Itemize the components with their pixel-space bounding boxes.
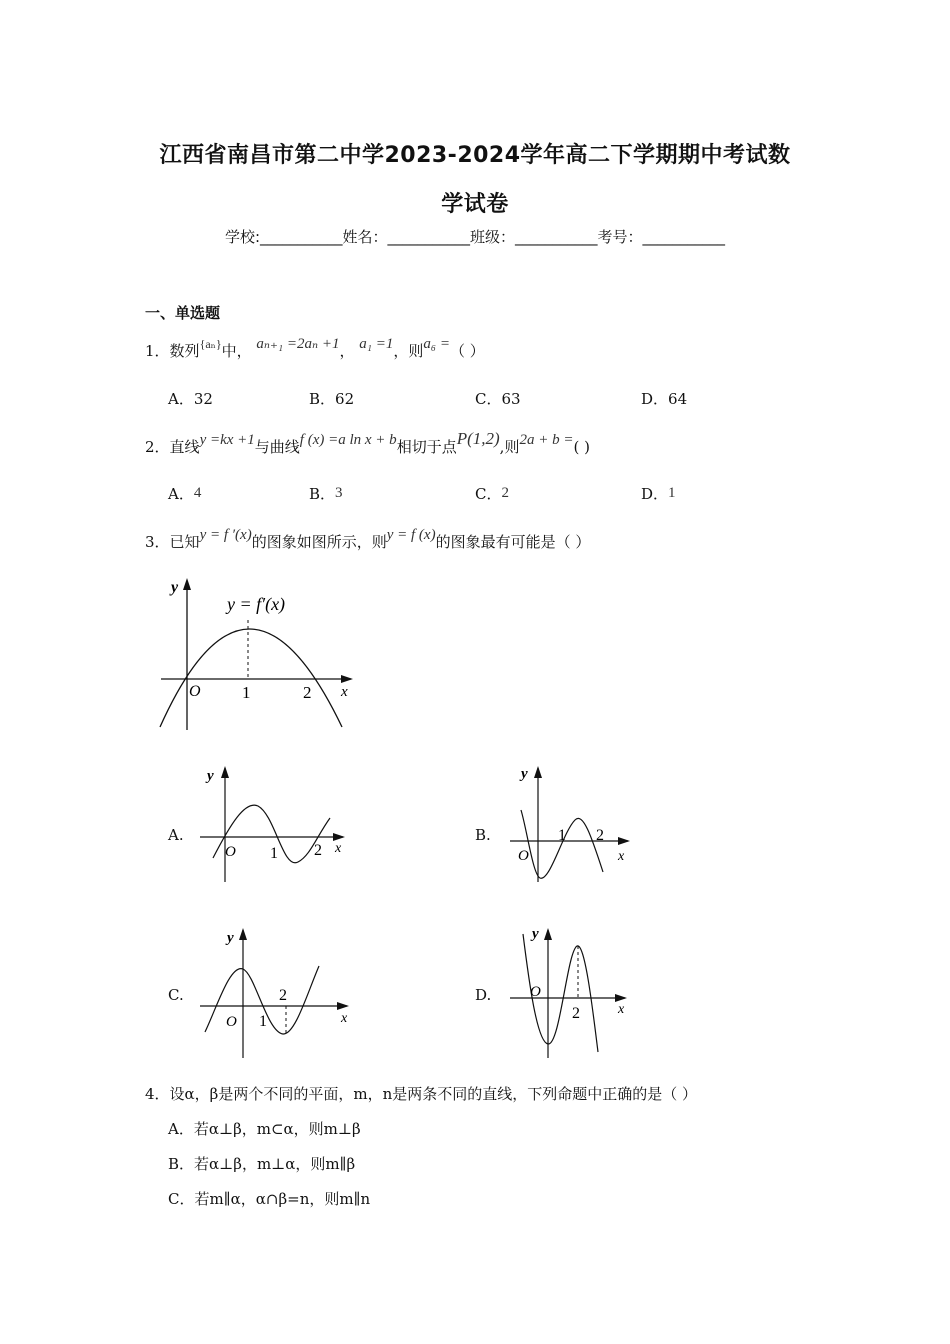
option-value: 4 [193, 485, 202, 501]
y-axis-label: y [227, 930, 234, 946]
question-number: 4． [145, 1085, 170, 1103]
x-axis-arrow [337, 1002, 349, 1010]
y-axis-arrow [221, 766, 229, 778]
option-value: 64 [668, 390, 688, 408]
question-text: 设α，β是两个不同的平面，m，n是两条不同的直线，下列命题中正确的是（ ） [169, 1085, 698, 1103]
q3-option-a-label[interactable]: A. [168, 826, 184, 844]
origin-label: O [226, 1014, 237, 1030]
x-axis-arrow [341, 675, 353, 683]
question-number: 2． [145, 438, 170, 456]
y-axis-arrow [183, 578, 191, 590]
q3-option-c-graph[interactable] [195, 922, 360, 1062]
x-axis-arrow [618, 837, 630, 845]
q2-option-b[interactable] [309, 483, 343, 504]
q3-option-a-graph[interactable] [195, 760, 355, 885]
option-label: C． [168, 1190, 195, 1208]
option-value: 3 [335, 485, 343, 501]
q3-option-d-graph[interactable] [505, 922, 640, 1062]
y-axis-label: y [207, 768, 214, 784]
origin-label: O [189, 683, 201, 700]
question-text: ，则 [393, 342, 424, 360]
origin-label: O [225, 844, 236, 860]
tick-label-2: 2 [572, 1005, 580, 1022]
tick-label-1: 1 [270, 845, 278, 862]
sequence-notation: {aₙ} [199, 337, 222, 351]
q1-option-c[interactable] [475, 388, 521, 409]
option-value: 1 [668, 485, 676, 501]
option-value: 若α⊥β，m⊥α，则m∥β [194, 1155, 356, 1173]
x-axis-arrow [333, 833, 345, 841]
x-axis-label: x [618, 849, 625, 864]
derivative-function: y = f ′(x) [199, 527, 252, 543]
asked-expression: 2a + b = [519, 432, 574, 448]
curve [521, 810, 603, 878]
x-axis-arrow [615, 994, 627, 1002]
question-text: 数列 [169, 342, 200, 360]
option-label: C． [475, 485, 502, 503]
q2-option-c[interactable] [475, 483, 509, 504]
tangent-line-equation: y =kx +1 [199, 432, 255, 448]
y-axis-label: y [532, 926, 539, 942]
q4-option-a[interactable] [168, 1118, 361, 1139]
q4-option-c[interactable] [168, 1188, 370, 1209]
x-axis-label: x [335, 841, 342, 856]
tick-label-1: 1 [558, 827, 566, 844]
x-axis-label: x [618, 1002, 625, 1017]
q3-option-b-label[interactable]: B. [475, 826, 491, 844]
curve-equation: f (x) =a ln x + b [299, 432, 397, 448]
tick-label-1: 1 [242, 683, 251, 702]
x-axis-label: x [341, 684, 348, 700]
option-value: 若m∥α，α∩β=n，则m∥n [194, 1190, 371, 1208]
q1-option-a[interactable] [168, 388, 213, 409]
q2-option-a[interactable] [168, 483, 201, 504]
curve-label: y = f′(x) [227, 594, 286, 614]
question-1 [145, 336, 485, 361]
q4-option-b[interactable] [168, 1153, 355, 1174]
tick-label-2: 2 [303, 683, 312, 702]
question-3 [145, 527, 591, 552]
q1-option-d[interactable] [641, 388, 687, 409]
origin-label: O [530, 984, 541, 1000]
question-text: 的图象如图所示，则 [251, 533, 387, 551]
question-text: 已知 [169, 533, 200, 551]
derivative-graph [155, 572, 365, 737]
tick-label-2: 2 [279, 987, 287, 1004]
paper-title-line2: 学试卷 [441, 192, 509, 217]
answer-paren: ( ) [573, 438, 590, 456]
y-axis-arrow [239, 928, 247, 940]
option-label: A． [168, 1120, 194, 1138]
option-label: C． [475, 390, 502, 408]
question-4 [145, 1083, 697, 1104]
q1-option-b[interactable] [309, 388, 354, 409]
option-label: B． [309, 485, 336, 503]
option-label: B． [309, 390, 336, 408]
q2-option-d[interactable] [641, 483, 676, 504]
y-axis-arrow [534, 766, 542, 778]
question-text: 直线 [169, 438, 200, 456]
option-value: 32 [193, 390, 213, 408]
tick-label-2: 2 [314, 842, 322, 859]
question-text: ， [339, 342, 355, 360]
section-heading: 一、单选题 [145, 304, 221, 322]
question-text: 与曲线 [254, 438, 300, 456]
initial-term: a₁ =1 [359, 336, 394, 352]
question-number: 1． [145, 342, 170, 360]
origin-label: O [518, 848, 529, 864]
option-label: D． [641, 485, 669, 503]
answer-paren: （ ） [449, 342, 485, 360]
option-label: D． [641, 390, 669, 408]
option-label: B． [168, 1155, 195, 1173]
y-axis-label: y [171, 579, 179, 596]
recurrence-formula: aₙ₊₁ =2aₙ +1 [256, 336, 340, 352]
question-text: ,则 [499, 438, 520, 456]
option-value: 63 [501, 390, 521, 408]
asked-term: a₆ = [423, 336, 450, 352]
question-text: 的图象最有可能是（ ） [435, 533, 591, 551]
tangent-point: P(1,2) [456, 429, 500, 448]
q3-option-d-label[interactable]: D. [475, 986, 492, 1004]
question-number: 3． [145, 533, 170, 551]
option-label: A． [168, 390, 194, 408]
y-axis-label: y [521, 766, 528, 782]
x-axis-label: x [341, 1011, 348, 1026]
option-value: 62 [335, 390, 355, 408]
q3-option-b-graph[interactable] [505, 760, 640, 885]
option-value: 2 [501, 485, 509, 501]
tick-label-2: 2 [596, 827, 604, 844]
question-2 [145, 429, 590, 457]
option-label: A． [168, 485, 194, 503]
paper-title-line1: 江西省南昌市第二中学2023-2024学年高二下学期期中考试数 [159, 143, 791, 168]
q3-option-c-label[interactable]: C. [168, 986, 184, 1004]
tick-label-1: 1 [259, 1013, 267, 1030]
question-text: 中， [221, 342, 252, 360]
option-value: 若α⊥β，m⊂α，则m⊥β [193, 1120, 361, 1138]
student-info-line: 学校:___________姓名：___________班级：___________考号：___________ [224, 228, 726, 246]
original-function: y = f (x) [386, 527, 436, 543]
y-axis-arrow [544, 928, 552, 940]
question-text: 相切于点 [396, 438, 457, 456]
